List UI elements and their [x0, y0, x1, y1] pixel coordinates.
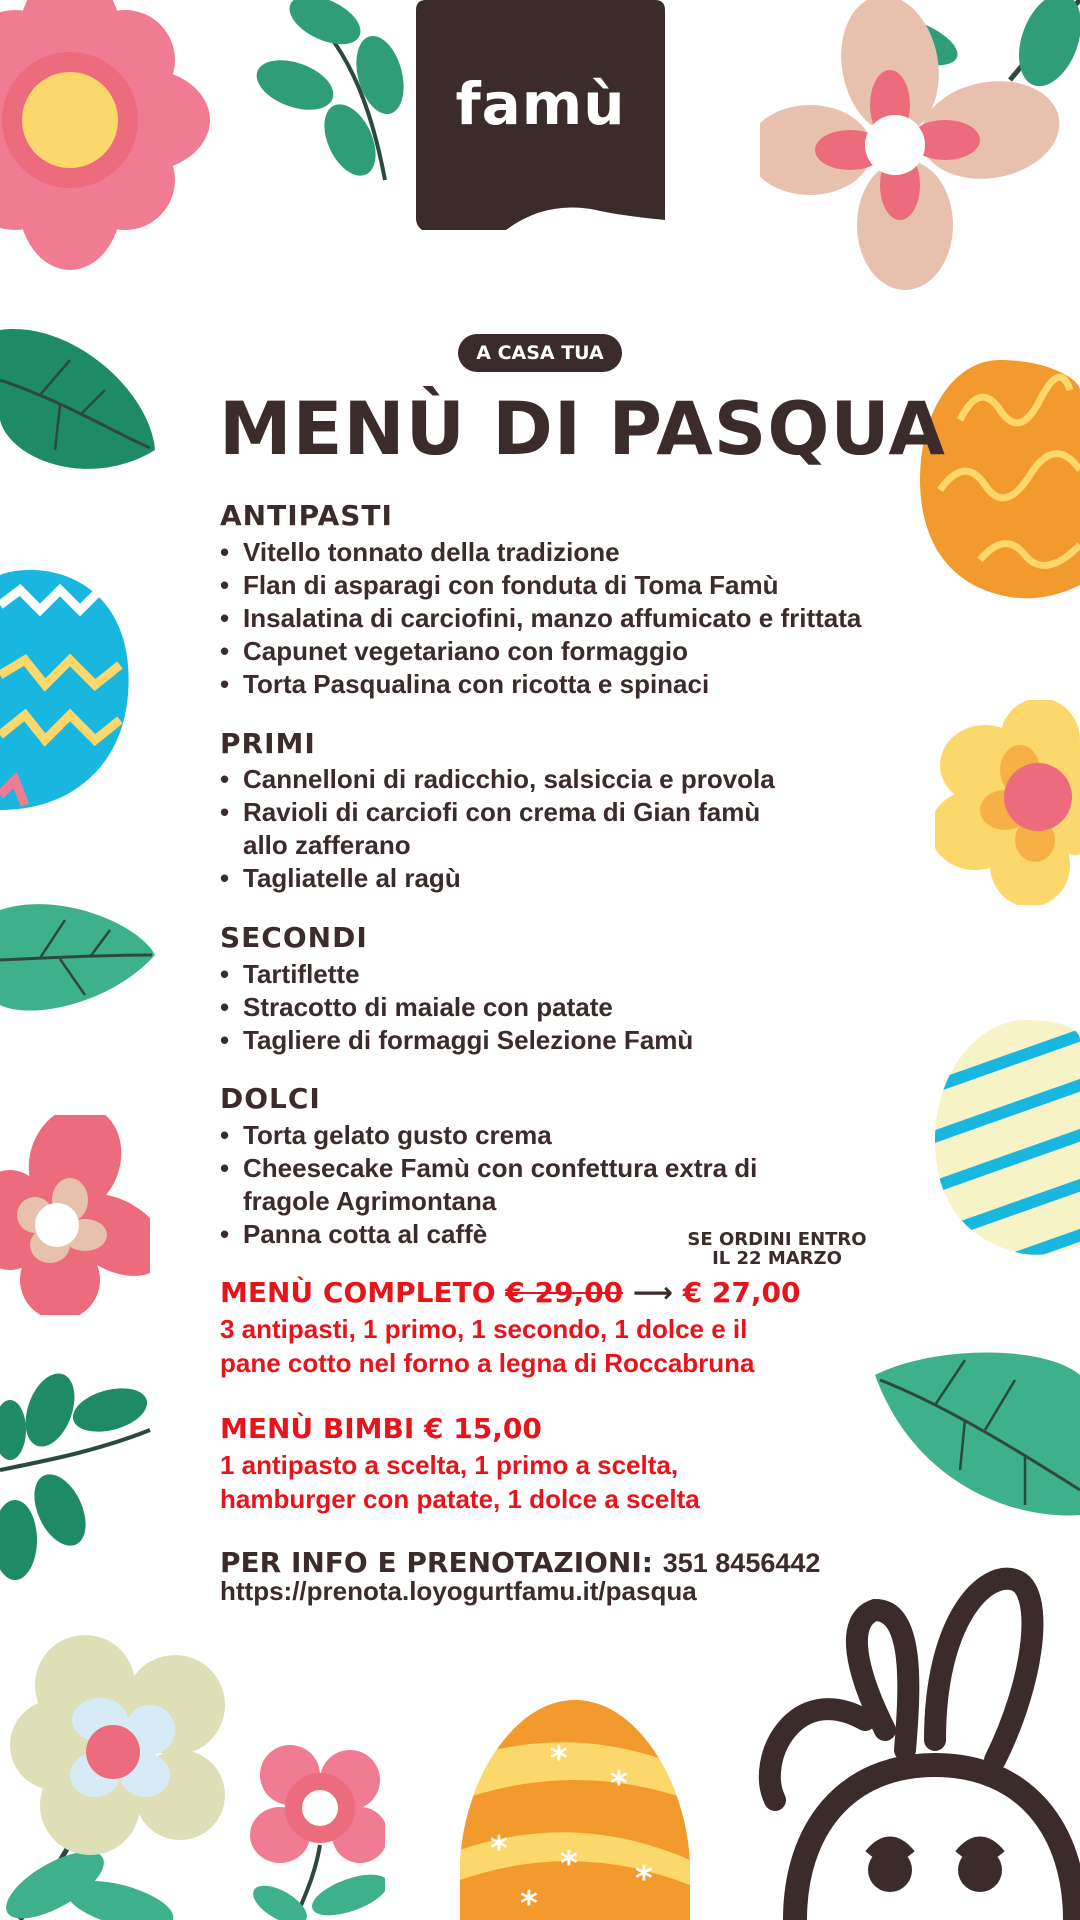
cream-flower-icon [0, 1635, 230, 1920]
menu-bimbi-description: 1 antipasto a scelta, 1 primo a scelta, hamburger con patate, 1 dolce a scelta [220, 1450, 700, 1514]
svg-text:*: * [560, 1844, 578, 1884]
list-item: • Insalatina di carciofini, manzo affumicato e frittata [220, 602, 861, 635]
svg-text:*: * [520, 1884, 538, 1920]
svg-text:*: * [490, 1829, 508, 1869]
orange-egg-icon [460, 1700, 690, 1920]
section-title-antipasti: ANTIPASTI [220, 499, 393, 532]
leaf-branch-icon [0, 1370, 160, 1580]
list-item: • Tagliatelle al ragù [220, 862, 780, 895]
phone-number[interactable]: 351 8456442 [662, 1548, 821, 1578]
old-price: € 29,00 [505, 1276, 624, 1309]
list-item: • Cheesecake Famù con confettura extra di fragole Agrimontana [220, 1152, 780, 1218]
section-title-secondi: SECONDI [220, 921, 368, 954]
pink-flower-icon [0, 1115, 150, 1315]
yellow-flower-icon [935, 700, 1080, 905]
section-title-primi: PRIMI [220, 727, 316, 760]
list-item: • Cannelloni di radicchio, salsiccia e provola [220, 763, 780, 796]
antipasti-list [220, 536, 861, 701]
delivery-badge: A CASA TUA [458, 334, 622, 372]
svg-text:*: * [635, 1859, 653, 1899]
list-item: • Flan di asparagi con fonduta di Toma Famù [220, 569, 861, 602]
early-order-note: SE ORDINI ENTRO IL 22 MARZO [687, 1229, 867, 1269]
secondi-list [220, 958, 693, 1057]
list-item: • Tagliere di formaggi Selezione Famù [220, 1024, 693, 1057]
list-item: • Stracotto di maiale con patate [220, 991, 693, 1024]
leaf-branch-icon [255, 0, 425, 185]
list-item: • Capunet vegetariano con formaggio [220, 635, 861, 668]
list-item: • Torta Pasqualina con ricotta e spinaci [220, 668, 861, 701]
list-item: • Ravioli di carciofi con crema di Gian famù allo zafferano [220, 796, 780, 862]
booking-link[interactable]: https://prenota.loyogurtfamu.it/pasqua [220, 1576, 697, 1606]
svg-text:*: * [610, 1764, 628, 1804]
pink-flower-icon [0, 0, 220, 285]
leaf-icon [0, 320, 160, 495]
arrow-icon: ⟶ [632, 1276, 673, 1309]
info-label: PER INFO E PRENOTAZIONI: [220, 1546, 653, 1579]
list-item: • Panna cotta al caffè [220, 1218, 780, 1251]
bunny-icon [735, 1560, 1080, 1920]
info-line [220, 1546, 820, 1579]
menu-completo-label: MENÙ COMPLETO [220, 1276, 496, 1309]
pink-flower-icon [245, 1745, 385, 1920]
menu-completo-heading [220, 1276, 801, 1309]
menu-bimbi-heading: MENÙ BIMBI € 15,00 [220, 1412, 542, 1445]
primi-list [220, 763, 780, 895]
new-price: € 27,00 [682, 1276, 801, 1309]
brand-logo[interactable]: famù [455, 70, 626, 138]
list-item: • Tartiflette [220, 958, 693, 991]
list-item: • Torta gelato gusto crema [220, 1119, 780, 1152]
page-title: MENÙ DI PASQUA [219, 387, 946, 472]
leaf-icon [0, 895, 160, 1020]
leaf-icon [875, 1345, 1080, 1520]
peach-flower-icon [760, 0, 1080, 290]
blue-egg-icon [0, 565, 130, 815]
section-title-dolci: DOLCI [220, 1082, 321, 1115]
list-item: • Vitello tonnato della tradizione [220, 536, 861, 569]
svg-text:*: * [550, 1739, 568, 1779]
striped-egg-icon [935, 1020, 1080, 1255]
menu-completo-description: 3 antipasti, 1 primo, 1 secondo, 1 dolce e il pane cotto nel forno a legna di Roccabruna [220, 1314, 755, 1378]
